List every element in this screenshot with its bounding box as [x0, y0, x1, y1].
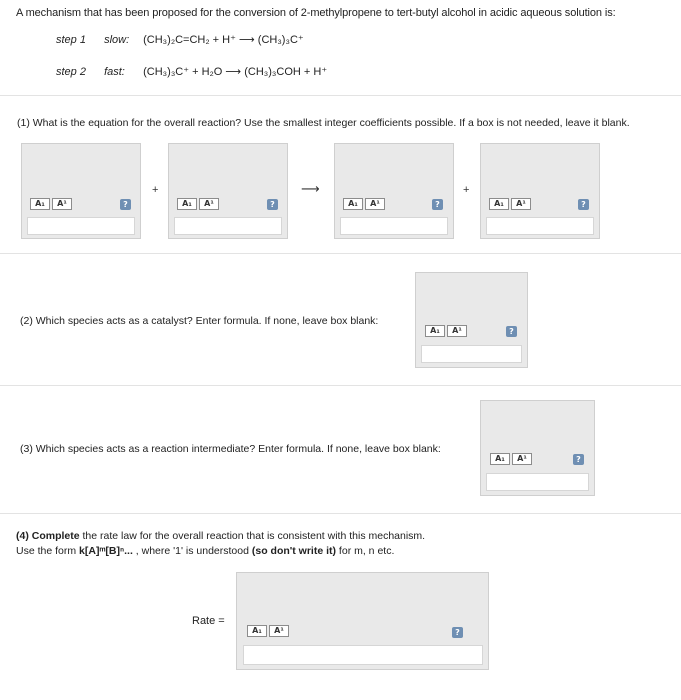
superscript-button[interactable]: A¹	[365, 198, 385, 210]
question-3: (3) Which species acts as a reaction intermediate? Enter formula. If none, leave box blank:	[20, 443, 441, 455]
step-label: step 1	[56, 34, 86, 46]
help-icon[interactable]: ?	[120, 199, 131, 210]
subscript-button[interactable]: A₁	[343, 198, 363, 210]
answer-input[interactable]	[243, 645, 483, 665]
subscript-button[interactable]: A₁	[30, 198, 50, 210]
question-4-text: for m, n etc.	[336, 545, 395, 557]
answer-input[interactable]	[340, 217, 448, 235]
question-4-line-2	[16, 545, 394, 557]
answer-input[interactable]	[421, 345, 522, 363]
answer-box-rate-law	[236, 572, 489, 670]
answer-box-reactant-2	[168, 143, 288, 239]
superscript-button[interactable]: A¹	[447, 325, 467, 337]
question-4-text: the rate law for the overall reaction that is consistent with this mechanism.	[79, 530, 426, 542]
rate-law-form: k[A]ᵐ[B]ⁿ...	[79, 545, 133, 557]
step-rate: fast:	[104, 66, 125, 78]
help-icon[interactable]: ?	[267, 199, 278, 210]
divider	[0, 385, 681, 386]
mechanism-step-1	[56, 33, 304, 46]
answer-box-reactant-1	[21, 143, 141, 239]
help-icon[interactable]: ?	[432, 199, 443, 210]
answer-input[interactable]	[486, 217, 594, 235]
answer-box-catalyst	[415, 272, 528, 368]
divider	[0, 253, 681, 254]
subscript-button[interactable]: A₁	[177, 198, 197, 210]
subscript-button[interactable]: A₁	[247, 625, 267, 637]
superscript-button[interactable]: A¹	[512, 453, 532, 465]
superscript-button[interactable]: A¹	[52, 198, 72, 210]
help-icon[interactable]: ?	[578, 199, 589, 210]
subscript-button[interactable]: A₁	[425, 325, 445, 337]
question-4-line-1	[16, 530, 425, 542]
subscript-button[interactable]: A₁	[489, 198, 509, 210]
format-toolbar	[343, 198, 393, 210]
question-4-emphasis: (4) Complete	[16, 530, 80, 542]
help-icon[interactable]: ?	[452, 627, 463, 638]
format-toolbar	[30, 198, 80, 210]
step-equation: (CH₃)₃C⁺ + H₂O ⟶ (CH₃)₃COH + H⁺	[143, 66, 328, 78]
divider	[0, 513, 681, 514]
divider	[0, 95, 681, 96]
answer-box-product-2	[480, 143, 600, 239]
answer-box-product-1	[334, 143, 454, 239]
help-icon[interactable]: ?	[506, 326, 517, 337]
step-equation: (CH₃)₂C=CH₂ + H⁺ ⟶ (CH₃)₃C⁺	[143, 34, 304, 46]
step-rate: slow:	[104, 34, 130, 46]
answer-input[interactable]	[27, 217, 135, 235]
plus-operator: +	[463, 184, 470, 196]
format-toolbar	[489, 198, 539, 210]
question-4-text: , where '1' is understood	[132, 545, 252, 557]
superscript-button[interactable]: A¹	[199, 198, 219, 210]
format-toolbar	[177, 198, 227, 210]
answer-input[interactable]	[486, 473, 589, 491]
answer-input[interactable]	[174, 217, 282, 235]
step-label: step 2	[56, 66, 86, 78]
mechanism-step-2	[56, 65, 327, 78]
reaction-arrow-icon: ⟶	[301, 181, 320, 196]
format-toolbar	[247, 625, 297, 637]
plus-operator: +	[152, 184, 159, 196]
format-toolbar	[490, 453, 540, 465]
rate-label: Rate =	[192, 615, 225, 627]
superscript-button[interactable]: A¹	[511, 198, 531, 210]
superscript-button[interactable]: A¹	[269, 625, 289, 637]
answer-box-intermediate	[480, 400, 595, 496]
question-2: (2) Which species acts as a catalyst? Enter formula. If none, leave box blank:	[20, 315, 379, 327]
problem-intro: A mechanism that has been proposed for the conversion of 2-methylpropene to tert-butyl alcohol in acidic aqueous solution is:	[16, 7, 616, 19]
question-4-text: Use the form	[16, 545, 80, 557]
question-4-emphasis: (so don't write it)	[251, 545, 337, 557]
question-1: (1) What is the equation for the overall reaction? Use the smallest integer coefficients possible. If a box is not needed, leave it blank.	[17, 117, 630, 129]
format-toolbar	[425, 325, 475, 337]
help-icon[interactable]: ?	[573, 454, 584, 465]
subscript-button[interactable]: A₁	[490, 453, 510, 465]
